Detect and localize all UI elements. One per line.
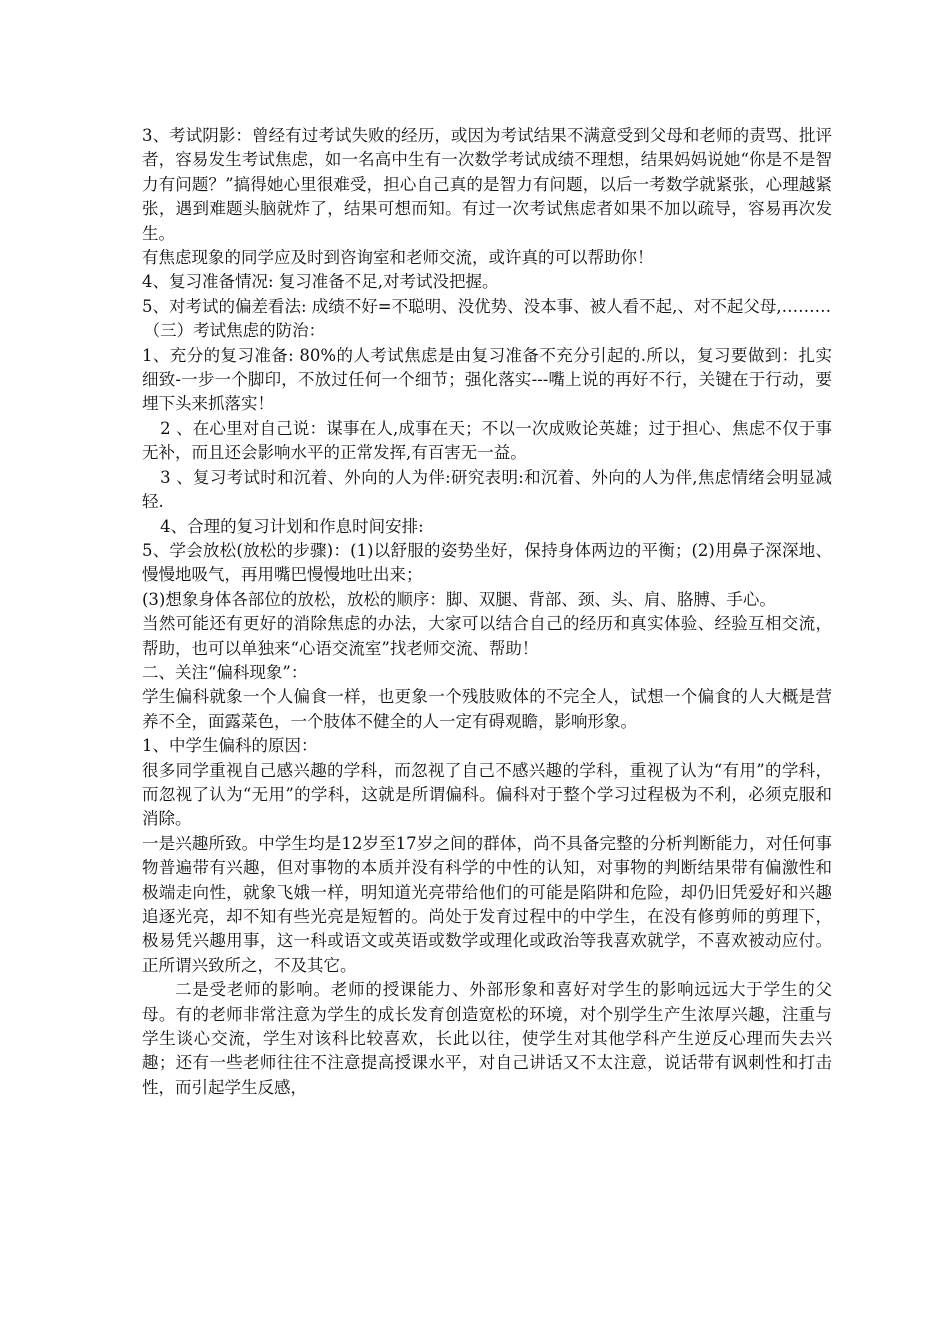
document-page: [142, 124, 832, 1100]
paragraph-bias-analogy: 学生偏科就象一个人偏食一样，也更象一个残肢败体的不完全人，试想一个偏食的人大概是营养不全，面露菜色，一个肢体不健全的人一定有碍观瞻，影响形象。: [142, 687, 832, 731]
paragraph-calm-companions: 3 、复习考试时和沉着、外向的人为伴:研究表明:和沉着、外向的人为伴,焦虑情绪会明显减轻.: [142, 467, 832, 512]
paragraph-self-talk: 2 、在心里对自己说：谋事在人,成事在天；不以一次成败论英雄；过于担心、焦虑不仅于事无补，而且还会影响水平的正常发挥,有百害无一益。: [142, 418, 832, 463]
section-heading-prevention: （三）考试焦虑的防治：: [143, 321, 326, 341]
paragraph-consult-advice: 有焦虑现象的同学应及时到咨询室和老师交流，或许真的可以帮助你！: [142, 248, 654, 268]
paragraph-relaxation-order: (3)想象身体各部位的放松，放松的顺序：脚、双腿、背部、颈、头、肩、胳膊、手心。: [142, 589, 776, 609]
paragraph-teacher-influence: 二是受老师的影响。老师的授课能力、外部形象和喜好对学生的影响远远大于学生的父母。有的老师非常注意为学生的成长发育创造宽松的环境，对个别学生产生浓厚兴趣，注重与学生谈心交流，学生对该科比较喜欢，长此以往，使学生对其他学科产生逆反心理而失去兴趣；还有一些老师往往不注意提高授课水平，对自己讲话又不太注意，说话带有讽刺性和打击性，而引起学生反感，: [142, 980, 832, 1097]
section-heading-subject-bias: 二、关注“偏科现象”：: [142, 662, 308, 682]
paragraph-bias-definition: 很多同学重视自己感兴趣的学科，而忽视了自己不感兴趣的学科，重视了认为“有用”的学科，而忽视了认为“无用”的学科，这就是所谓偏科。偏科对于整个学习过程极为不利，必须克服和消除。: [142, 760, 832, 829]
paragraph-review-plan: 4、合理的复习计划和作息时间安排:: [160, 516, 424, 536]
paragraph-interest-cause: 一是兴趣所致。中学生均是12岁至17岁之间的群体，尚不具备完整的分析判断能力，对任何事物普遍带有兴趣，但对事物的本质并没有科学的中性的认知，对事物的判断结果带有偏激性和极端走向性，就象飞娥一样，明知道光亮带给他们的可能是陷阱和危险，却仍旧凭爱好和兴趣追逐光亮，却不知有些光亮是短暂的。尚处于发育过程中的中学生，在没有修剪师的剪理下，极易凭兴趣用事，这一科或语文或英语或数学或理化或政治等我喜欢就学，不喜欢被动应付。正所谓兴致所之，不及其它。: [142, 833, 832, 975]
paragraph-biased-views: 5、对考试的偏差看法: 成绩不好=不聪明、没优势、没本事、被人看不起,、对不起父母,………: [142, 296, 832, 316]
paragraph-other-methods: 当然可能还有更好的消除焦虑的办法，大家可以结合自己的经历和真实体验、经验互相交流，帮助，也可以单独来“心语交流室”找老师交流、帮助！: [142, 614, 832, 658]
paragraph-full-review: 1、充分的复习准备: 80%的人考试焦虑是由复习准备不充分引起的.所以，复习要做到：扎实细致-一步一个脚印，不放过任何一个细节；强化落实---嘴上说的再好不行，关键在于行动，要埋下头来抓落实！: [142, 345, 832, 414]
paragraph-exam-shadow: 3、考试阴影：曾经有过考试失败的经历，或因为考试结果不满意受到父母和老师的责骂、批评者，容易发生考试焦虑，如一名高中生有一次数学考试成绩不理想，结果妈妈说她“你是不是智力有问题？”搞得她心里很难受，担心自己真的是智力有问题，以后一考数学就紧张，心理越紧张，遇到难题头脑就炸了，结果可想而知。有过一次考试焦虑者如果不加以疏导，容易再次发生。: [142, 126, 832, 243]
paragraph-review-preparation: 4、复习准备情况: 复习准备不足,对考试没把握。: [142, 272, 499, 292]
subheading-bias-reasons: 1、中学生偏科的原因：: [142, 736, 318, 756]
paragraph-relaxation-steps: 5、学会放松(放松的步骤)：(1)以舒服的姿势坐好，保持身体两边的平衡；(2)用鼻子深深地、慢慢地吸气，再用嘴巴慢慢地吐出来；: [142, 540, 832, 585]
